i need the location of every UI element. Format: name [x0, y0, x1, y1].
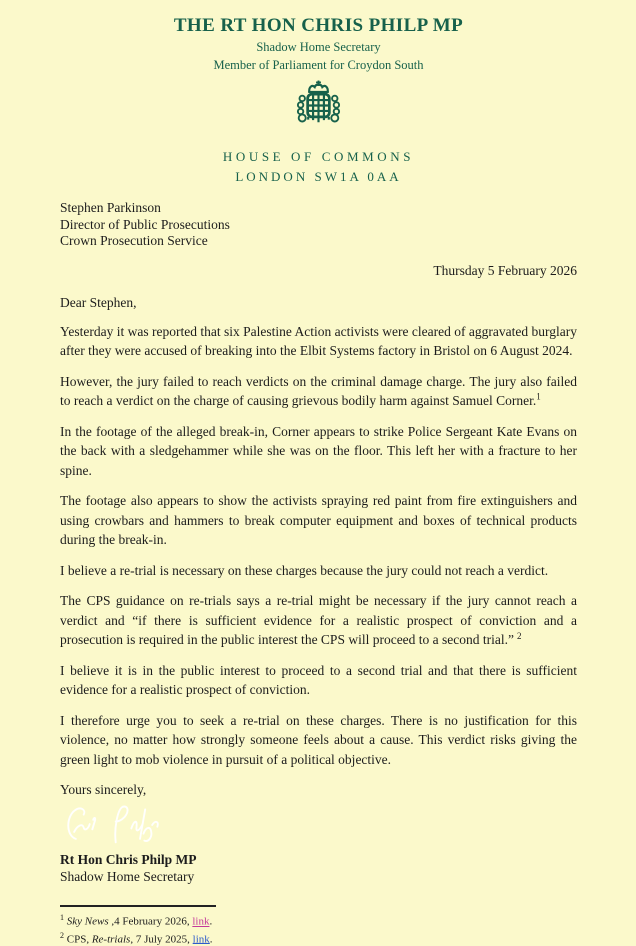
footnote-divider: [60, 905, 216, 907]
paragraph: I therefore urge you to seek a re-trial on these charges. There is no justification for this violence, no matter how strongly someone feels about a cause. This verdict risks giving the green light to mob violence in pursuit of a political objective.: [60, 712, 577, 767]
footnote-ref-2: 2: [517, 630, 522, 641]
paragraph: In the footage of the alleged break-in, Corner appears to strike Police Sergeant Kate Evans on the back with a sledgehammer while she was on the floor. This left her with a fracture to her spine.: [60, 423, 577, 478]
recipient-title: Director of Public Prosecutions: [60, 216, 230, 232]
letter-date: Thursday 5 February 2026: [433, 262, 577, 278]
paragraph: The CPS guidance on re-trials says a re-trial might be necessary if the jury cannot reach a verdict and “if there is sufficient evidence for a realistic prospect of conviction and a prosecution is required in the public interest the CPS will proceed to a second trial.” $^2$: [60, 593, 577, 647]
paragraph: The footage also appears to show the activists spraying red paint from fire extinguishers and using crowbars and hammers to break computer equipment and boxes of technical products during the break-in.: [60, 493, 577, 547]
footnote-source: Re-trials: [91, 933, 131, 946]
letterhead: [60, 15, 577, 185]
sender-role-line: Shadow Home Secretary: [256, 40, 381, 54]
sender-title: THE RT HON CHRIS PHILP MP: [173, 15, 464, 36]
handwritten-signature: [62, 799, 577, 851]
valediction: Yours sincerely,: [60, 782, 147, 797]
salutation: Dear Stephen,: [60, 294, 137, 310]
footnote-1: $^1$ Sky News ,4 February 2026, link.: [60, 913, 213, 928]
sender-printed-name: Rt Hon Chris Philp MP: [60, 852, 197, 867]
institution-address: LONDON SW1A 0AA: [235, 169, 402, 184]
footnote-link-2[interactable]: link: [192, 933, 210, 946]
recipient-name: Stephen Parkinson: [60, 200, 161, 215]
footnotes-section: [60, 905, 577, 946]
paragraph: I believe it is in the public interest to proceed to a second trial and that there is sufficient evidence for a realistic prospect of conviction.: [60, 662, 577, 697]
institution-name: HOUSE OF COMMONS: [222, 149, 415, 164]
footnote-2: $^2$ CPS, Re-trials, 7 July 2025, link.: [60, 930, 213, 946]
paragraph: However, the jury failed to reach verdicts on the criminal damage charge. The jury also failed to reach a verdict on the charge of causing grievous bodily harm against Samuel Corner.$^1$: [60, 373, 577, 408]
paragraph: Yesterday it was reported that six Palestine Action activists were cleared of aggravated burglary after they were accused of breaking into the Elbit Systems factory in Bristol on 6 August 2024.: [60, 323, 577, 358]
recipient-organisation: Crown Prosecution Service: [60, 233, 208, 248]
letter-body: [60, 322, 577, 770]
footnote-source: Sky News: [66, 915, 109, 928]
footnote-ref-1: 1: [536, 391, 541, 402]
portcullis-emblem-icon: [60, 80, 577, 144]
paragraph: I believe a re-trial is necessary on these charges because the jury could not reach a verdict.: [60, 562, 549, 578]
sender-printed-role: Shadow Home Secretary: [60, 869, 195, 884]
footnote-link-1[interactable]: link: [192, 915, 210, 928]
sender-constituency-line: Member of Parliament for Croydon South: [213, 58, 424, 72]
recipient-block: [60, 200, 577, 250]
